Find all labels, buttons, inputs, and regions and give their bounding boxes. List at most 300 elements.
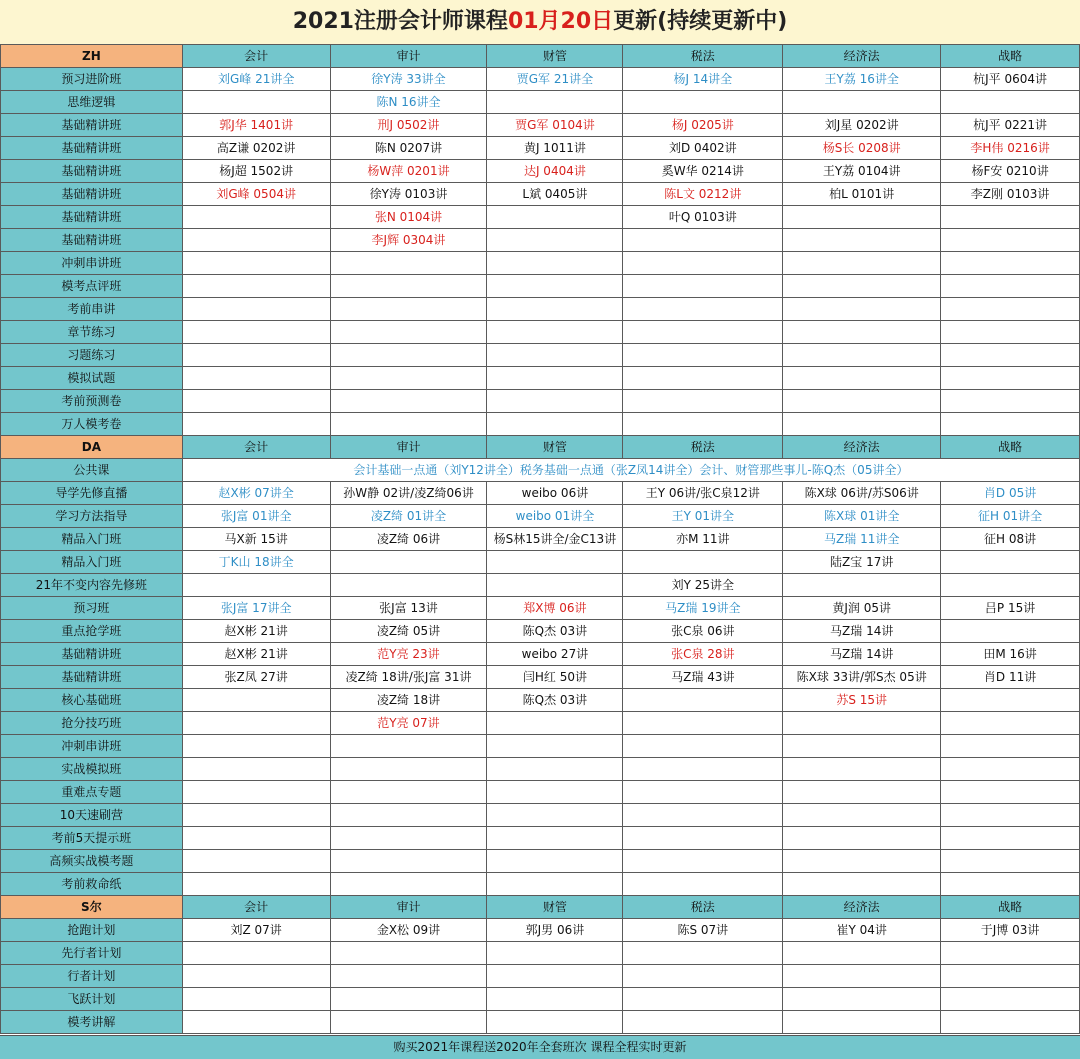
table-cell bbox=[487, 275, 623, 298]
table-row bbox=[1, 459, 1080, 482]
table-cell bbox=[182, 275, 330, 298]
subject-column-header: 战略 bbox=[941, 896, 1080, 919]
subject-column-header: 财管 bbox=[487, 45, 623, 68]
table-cell bbox=[623, 965, 783, 988]
subject-column-header: 财管 bbox=[487, 896, 623, 919]
table-cell: 陈Q杰 03讲 bbox=[487, 689, 623, 712]
subject-column-header: 会计 bbox=[182, 436, 330, 459]
table-cell bbox=[941, 827, 1080, 850]
table-cell: 陈N 16讲全 bbox=[330, 91, 487, 114]
course-type-label: 先行者计划 bbox=[1, 942, 183, 965]
table-cell bbox=[330, 551, 487, 574]
table-cell: 张N 0104讲 bbox=[330, 206, 487, 229]
table-cell: 李J辉 0304讲 bbox=[330, 229, 487, 252]
course-type-label: 21年不变内容先修班 bbox=[1, 574, 183, 597]
table-cell bbox=[783, 781, 941, 804]
table-row bbox=[1, 919, 1080, 942]
table-cell: 马Z瑞 19讲全 bbox=[623, 597, 783, 620]
table-row bbox=[1, 321, 1080, 344]
table-cell: 贾G军 0104讲 bbox=[487, 114, 623, 137]
table-cell: 张C泉 28讲 bbox=[623, 643, 783, 666]
table-cell: 凌Z绮 06讲 bbox=[330, 528, 487, 551]
table-cell bbox=[941, 252, 1080, 275]
table-row bbox=[1, 367, 1080, 390]
course-type-label: 预习班 bbox=[1, 597, 183, 620]
table-cell bbox=[783, 91, 941, 114]
table-cell bbox=[182, 758, 330, 781]
table-cell bbox=[330, 735, 487, 758]
table-cell bbox=[330, 367, 487, 390]
table-cell bbox=[487, 344, 623, 367]
table-cell: 于J博 03讲 bbox=[941, 919, 1080, 942]
table-cell: 陈Q杰 03讲 bbox=[487, 620, 623, 643]
table-cell bbox=[487, 942, 623, 965]
table-cell bbox=[941, 551, 1080, 574]
table-row bbox=[1, 344, 1080, 367]
table-cell bbox=[783, 965, 941, 988]
table-cell bbox=[941, 229, 1080, 252]
table-cell bbox=[487, 1011, 623, 1034]
course-type-label: 万人模考卷 bbox=[1, 413, 183, 436]
course-type-label: 考前串讲 bbox=[1, 298, 183, 321]
table-cell bbox=[783, 574, 941, 597]
table-cell: 陈X球 01讲全 bbox=[783, 505, 941, 528]
table-cell bbox=[330, 252, 487, 275]
course-type-label: 冲刺串讲班 bbox=[1, 252, 183, 275]
table-cell: 王Y 01讲全 bbox=[623, 505, 783, 528]
table-row bbox=[1, 666, 1080, 689]
course-type-label: 10天速刷营 bbox=[1, 804, 183, 827]
subject-column-header: 税法 bbox=[623, 896, 783, 919]
course-type-label: 模考点评班 bbox=[1, 275, 183, 298]
table-cell: 张Z凤 27讲 bbox=[182, 666, 330, 689]
course-type-label: 行者计划 bbox=[1, 965, 183, 988]
table-cell bbox=[182, 942, 330, 965]
table-row bbox=[1, 620, 1080, 643]
course-type-label: 模考讲解 bbox=[1, 1011, 183, 1034]
table-cell bbox=[330, 804, 487, 827]
table-row bbox=[1, 643, 1080, 666]
table-row bbox=[1, 160, 1080, 183]
subject-column-header: 经济法 bbox=[783, 896, 941, 919]
table-cell: 金X松 09讲 bbox=[330, 919, 487, 942]
table-cell bbox=[623, 781, 783, 804]
table-cell bbox=[783, 390, 941, 413]
table-cell bbox=[941, 781, 1080, 804]
table-cell bbox=[182, 781, 330, 804]
course-type-label: 实战模拟班 bbox=[1, 758, 183, 781]
table-cell bbox=[182, 252, 330, 275]
table-cell: 凌Z绮 05讲 bbox=[330, 620, 487, 643]
table-cell: 田M 16讲 bbox=[941, 643, 1080, 666]
table-row bbox=[1, 712, 1080, 735]
table-cell: 张J富 17讲全 bbox=[182, 597, 330, 620]
course-type-label: 冲刺串讲班 bbox=[1, 735, 183, 758]
table-cell: 张J富 01讲全 bbox=[182, 505, 330, 528]
table-cell bbox=[783, 367, 941, 390]
section-name: S尔 bbox=[1, 896, 183, 919]
table-cell: 崔Y 04讲 bbox=[783, 919, 941, 942]
course-type-label: 抢跑计划 bbox=[1, 919, 183, 942]
table-cell bbox=[182, 321, 330, 344]
table-cell: 达J 0404讲 bbox=[487, 160, 623, 183]
subject-column-header: 税法 bbox=[623, 436, 783, 459]
table-row bbox=[1, 735, 1080, 758]
table-cell: weibo 27讲 bbox=[487, 643, 623, 666]
table-cell: 李Z刚 0103讲 bbox=[941, 183, 1080, 206]
table-cell bbox=[182, 689, 330, 712]
table-cell bbox=[330, 850, 487, 873]
table-cell bbox=[330, 758, 487, 781]
table-cell: 杨J 14讲全 bbox=[623, 68, 783, 91]
table-cell bbox=[783, 206, 941, 229]
table-cell bbox=[623, 390, 783, 413]
table-cell bbox=[330, 873, 487, 896]
table-cell bbox=[182, 390, 330, 413]
table-row bbox=[1, 91, 1080, 114]
table-cell bbox=[182, 91, 330, 114]
course-type-label: 章节练习 bbox=[1, 321, 183, 344]
course-type-label: 模拟试题 bbox=[1, 367, 183, 390]
subject-column-header: 税法 bbox=[623, 45, 783, 68]
table-cell bbox=[487, 91, 623, 114]
subject-column-header: 战略 bbox=[941, 436, 1080, 459]
footer-note: 购买2021年课程送2020年全套班次 课程全程实时更新 bbox=[0, 1035, 1080, 1059]
table-cell bbox=[487, 804, 623, 827]
table-row bbox=[1, 689, 1080, 712]
table-cell bbox=[330, 321, 487, 344]
table-cell bbox=[783, 1011, 941, 1034]
table-cell bbox=[941, 620, 1080, 643]
table-cell: 肖D 11讲 bbox=[941, 666, 1080, 689]
table-row bbox=[1, 988, 1080, 1011]
table-cell bbox=[783, 321, 941, 344]
table-cell bbox=[623, 252, 783, 275]
table-cell: 亦M 11讲 bbox=[623, 528, 783, 551]
table-cell bbox=[783, 735, 941, 758]
title-prefix: 2021注册会计师课程 bbox=[292, 9, 508, 34]
table-cell bbox=[487, 712, 623, 735]
table-cell bbox=[182, 712, 330, 735]
table-cell: 叶Q 0103讲 bbox=[623, 206, 783, 229]
table-cell: 刘Y 25讲全 bbox=[623, 574, 783, 597]
table-cell: 郭J男 06讲 bbox=[487, 919, 623, 942]
table-cell: 徐Y涛 33讲全 bbox=[330, 68, 487, 91]
table-cell bbox=[783, 850, 941, 873]
table-cell bbox=[182, 735, 330, 758]
table-cell bbox=[941, 298, 1080, 321]
subject-column-header: 经济法 bbox=[783, 436, 941, 459]
table-cell bbox=[783, 252, 941, 275]
course-type-label: 考前5天提示班 bbox=[1, 827, 183, 850]
table-row bbox=[1, 850, 1080, 873]
table-cell bbox=[330, 390, 487, 413]
table-cell: 赵X彬 21讲 bbox=[182, 643, 330, 666]
table-cell: 张C泉 06讲 bbox=[623, 620, 783, 643]
title-suffix: 更新(持续更新中) bbox=[613, 9, 788, 34]
subject-column-header: 战略 bbox=[941, 45, 1080, 68]
table-cell bbox=[330, 827, 487, 850]
table-cell bbox=[783, 298, 941, 321]
table-row bbox=[1, 873, 1080, 896]
course-type-label: 抢分技巧班 bbox=[1, 712, 183, 735]
table-cell: 吕P 15讲 bbox=[941, 597, 1080, 620]
course-type-label: 基础精讲班 bbox=[1, 114, 183, 137]
table-cell: 马X新 15讲 bbox=[182, 528, 330, 551]
table-cell: 张J富 13讲 bbox=[330, 597, 487, 620]
table-cell bbox=[941, 942, 1080, 965]
table-cell: 刘G峰 0504讲 bbox=[182, 183, 330, 206]
table-cell bbox=[941, 390, 1080, 413]
table-cell bbox=[941, 850, 1080, 873]
table-cell bbox=[330, 574, 487, 597]
subject-column-header: 审计 bbox=[330, 896, 487, 919]
table-cell: 高Z谦 0202讲 bbox=[182, 137, 330, 160]
table-cell bbox=[330, 965, 487, 988]
table-cell: weibo 01讲全 bbox=[487, 505, 623, 528]
table-cell bbox=[941, 206, 1080, 229]
table-cell bbox=[182, 206, 330, 229]
section-name: DA bbox=[1, 436, 183, 459]
section-header-row bbox=[1, 896, 1080, 919]
subject-column-header: 会计 bbox=[182, 896, 330, 919]
course-type-label: 基础精讲班 bbox=[1, 137, 183, 160]
course-type-label: 导学先修直播 bbox=[1, 482, 183, 505]
table-cell bbox=[623, 758, 783, 781]
table-cell bbox=[182, 229, 330, 252]
table-row bbox=[1, 758, 1080, 781]
table-row bbox=[1, 390, 1080, 413]
table-cell bbox=[487, 252, 623, 275]
table-cell: 徐Y涛 0103讲 bbox=[330, 183, 487, 206]
table-cell bbox=[330, 413, 487, 436]
table-cell bbox=[941, 91, 1080, 114]
table-cell bbox=[941, 413, 1080, 436]
section-header-row bbox=[1, 45, 1080, 68]
subject-column-header: 财管 bbox=[487, 436, 623, 459]
table-cell bbox=[487, 781, 623, 804]
table-cell: 征H 08讲 bbox=[941, 528, 1080, 551]
table-cell bbox=[623, 91, 783, 114]
course-type-label: 重难点专题 bbox=[1, 781, 183, 804]
table-cell bbox=[487, 965, 623, 988]
table-cell: 陈L文 0212讲 bbox=[623, 183, 783, 206]
table-row bbox=[1, 252, 1080, 275]
course-type-label: 学习方法指导 bbox=[1, 505, 183, 528]
course-type-label: 基础精讲班 bbox=[1, 229, 183, 252]
table-cell: 郑X博 06讲 bbox=[487, 597, 623, 620]
table-cell: 赵X彬 07讲全 bbox=[182, 482, 330, 505]
table-cell: 赵X彬 21讲 bbox=[182, 620, 330, 643]
table-cell bbox=[330, 298, 487, 321]
table-row bbox=[1, 804, 1080, 827]
table-cell bbox=[623, 689, 783, 712]
course-type-label: 习题练习 bbox=[1, 344, 183, 367]
table-cell: 柏L 0101讲 bbox=[783, 183, 941, 206]
table-cell bbox=[941, 712, 1080, 735]
table-cell bbox=[941, 804, 1080, 827]
table-row bbox=[1, 482, 1080, 505]
subject-column-header: 会计 bbox=[182, 45, 330, 68]
course-type-label: 基础精讲班 bbox=[1, 183, 183, 206]
table-cell bbox=[783, 873, 941, 896]
table-row bbox=[1, 229, 1080, 252]
table-cell: 陈N 0207讲 bbox=[330, 137, 487, 160]
table-cell bbox=[487, 298, 623, 321]
table-cell bbox=[623, 735, 783, 758]
course-type-label: 基础精讲班 bbox=[1, 666, 183, 689]
table-cell bbox=[623, 298, 783, 321]
table-cell bbox=[182, 367, 330, 390]
table-cell bbox=[783, 712, 941, 735]
table-cell: 刘Z 07讲 bbox=[182, 919, 330, 942]
table-cell bbox=[623, 942, 783, 965]
table-cell: 刘G峰 21讲全 bbox=[182, 68, 330, 91]
table-cell bbox=[941, 873, 1080, 896]
table-cell: 杭J平 0604讲 bbox=[941, 68, 1080, 91]
table-cell: 孙W静 02讲/凌Z绮06讲 bbox=[330, 482, 487, 505]
table-row bbox=[1, 183, 1080, 206]
table-row bbox=[1, 505, 1080, 528]
table-cell bbox=[487, 574, 623, 597]
table-cell: 王Y荔 16讲全 bbox=[783, 68, 941, 91]
table-row bbox=[1, 206, 1080, 229]
course-type-label: 公共课 bbox=[1, 459, 183, 482]
table-cell bbox=[487, 827, 623, 850]
table-cell: 丁K山 18讲全 bbox=[182, 551, 330, 574]
table-cell: 马Z瑞 11讲全 bbox=[783, 528, 941, 551]
table-cell bbox=[783, 758, 941, 781]
table-cell bbox=[783, 827, 941, 850]
table-cell bbox=[941, 275, 1080, 298]
course-type-label: 核心基础班 bbox=[1, 689, 183, 712]
table-cell bbox=[941, 758, 1080, 781]
table-cell bbox=[330, 344, 487, 367]
table-cell bbox=[487, 873, 623, 896]
table-cell bbox=[182, 827, 330, 850]
table-cell bbox=[941, 367, 1080, 390]
table-cell bbox=[783, 344, 941, 367]
table-row bbox=[1, 1011, 1080, 1034]
table-cell bbox=[330, 988, 487, 1011]
table-cell bbox=[941, 965, 1080, 988]
table-cell: 杭J平 0221讲 bbox=[941, 114, 1080, 137]
table-row bbox=[1, 298, 1080, 321]
table-cell bbox=[941, 344, 1080, 367]
course-type-label: 飞跃计划 bbox=[1, 988, 183, 1011]
table-cell bbox=[623, 275, 783, 298]
table-cell bbox=[783, 229, 941, 252]
table-cell bbox=[487, 321, 623, 344]
table-cell bbox=[623, 988, 783, 1011]
table-cell: 杨F安 0210讲 bbox=[941, 160, 1080, 183]
table-cell: 奚W华 0214讲 bbox=[623, 160, 783, 183]
table-cell bbox=[487, 206, 623, 229]
table-cell bbox=[623, 321, 783, 344]
section-name: ZH bbox=[1, 45, 183, 68]
course-type-label: 基础精讲班 bbox=[1, 643, 183, 666]
table-cell bbox=[783, 942, 941, 965]
table-cell: L斌 0405讲 bbox=[487, 183, 623, 206]
table-row bbox=[1, 114, 1080, 137]
table-cell: 征H 01讲全 bbox=[941, 505, 1080, 528]
table-cell: 郭J华 1401讲 bbox=[182, 114, 330, 137]
table-cell: 闫H红 50讲 bbox=[487, 666, 623, 689]
table-cell bbox=[623, 1011, 783, 1034]
course-type-label: 高频实战模考题 bbox=[1, 850, 183, 873]
table-cell: 陈S 07讲 bbox=[623, 919, 783, 942]
table-cell: 贾G军 21讲全 bbox=[487, 68, 623, 91]
table-cell bbox=[623, 229, 783, 252]
table-cell bbox=[623, 804, 783, 827]
table-cell bbox=[623, 551, 783, 574]
course-type-label: 预习进阶班 bbox=[1, 68, 183, 91]
table-cell: 刘D 0402讲 bbox=[623, 137, 783, 160]
table-row bbox=[1, 413, 1080, 436]
subject-column-header: 审计 bbox=[330, 436, 487, 459]
table-cell: 陈X球 33讲/郭S杰 05讲 bbox=[783, 666, 941, 689]
schedule-table-body bbox=[1, 45, 1080, 1034]
table-cell bbox=[941, 321, 1080, 344]
section-header-row bbox=[1, 436, 1080, 459]
table-cell: 刑J 0502讲 bbox=[330, 114, 487, 137]
subject-column-header: 审计 bbox=[330, 45, 487, 68]
table-cell bbox=[487, 390, 623, 413]
title-date: 01月20日 bbox=[507, 9, 614, 34]
table-cell: 李H伟 0216讲 bbox=[941, 137, 1080, 160]
table-cell: 马Z瑞 14讲 bbox=[783, 620, 941, 643]
table-cell bbox=[941, 1011, 1080, 1034]
schedule-table bbox=[0, 44, 1080, 1034]
table-cell: 王Y 06讲/张C泉12讲 bbox=[623, 482, 783, 505]
table-cell bbox=[941, 574, 1080, 597]
table-cell bbox=[182, 413, 330, 436]
table-cell: 陈X球 06讲/苏S06讲 bbox=[783, 482, 941, 505]
table-row bbox=[1, 551, 1080, 574]
table-cell bbox=[182, 298, 330, 321]
table-row bbox=[1, 528, 1080, 551]
table-cell bbox=[623, 712, 783, 735]
table-cell bbox=[487, 735, 623, 758]
table-cell: 范Y亮 07讲 bbox=[330, 712, 487, 735]
table-row bbox=[1, 965, 1080, 988]
course-type-label: 思维逻辑 bbox=[1, 91, 183, 114]
table-cell bbox=[623, 827, 783, 850]
table-cell: 范Y亮 23讲 bbox=[330, 643, 487, 666]
course-type-label: 精品入门班 bbox=[1, 551, 183, 574]
table-cell: 杨W萍 0201讲 bbox=[330, 160, 487, 183]
table-cell bbox=[623, 850, 783, 873]
table-cell: 凌Z绮 18讲/张J富 31讲 bbox=[330, 666, 487, 689]
public-course-cell: 会计基础一点通（刘Y12讲全）税务基础一点通（张Z凤14讲全）会计、财管那些事儿-陈Q杰（05讲全） bbox=[182, 459, 1079, 482]
course-type-label: 精品入门班 bbox=[1, 528, 183, 551]
course-type-label: 考前救命纸 bbox=[1, 873, 183, 896]
table-row bbox=[1, 68, 1080, 91]
table-row bbox=[1, 942, 1080, 965]
table-cell bbox=[182, 804, 330, 827]
table-cell bbox=[487, 988, 623, 1011]
course-type-label: 重点抢学班 bbox=[1, 620, 183, 643]
table-cell bbox=[182, 873, 330, 896]
table-cell: 王Y荔 0104讲 bbox=[783, 160, 941, 183]
table-cell bbox=[941, 735, 1080, 758]
table-cell bbox=[623, 873, 783, 896]
table-cell bbox=[182, 1011, 330, 1034]
table-cell bbox=[487, 551, 623, 574]
table-cell bbox=[182, 344, 330, 367]
table-cell: 苏S 15讲 bbox=[783, 689, 941, 712]
table-row bbox=[1, 275, 1080, 298]
